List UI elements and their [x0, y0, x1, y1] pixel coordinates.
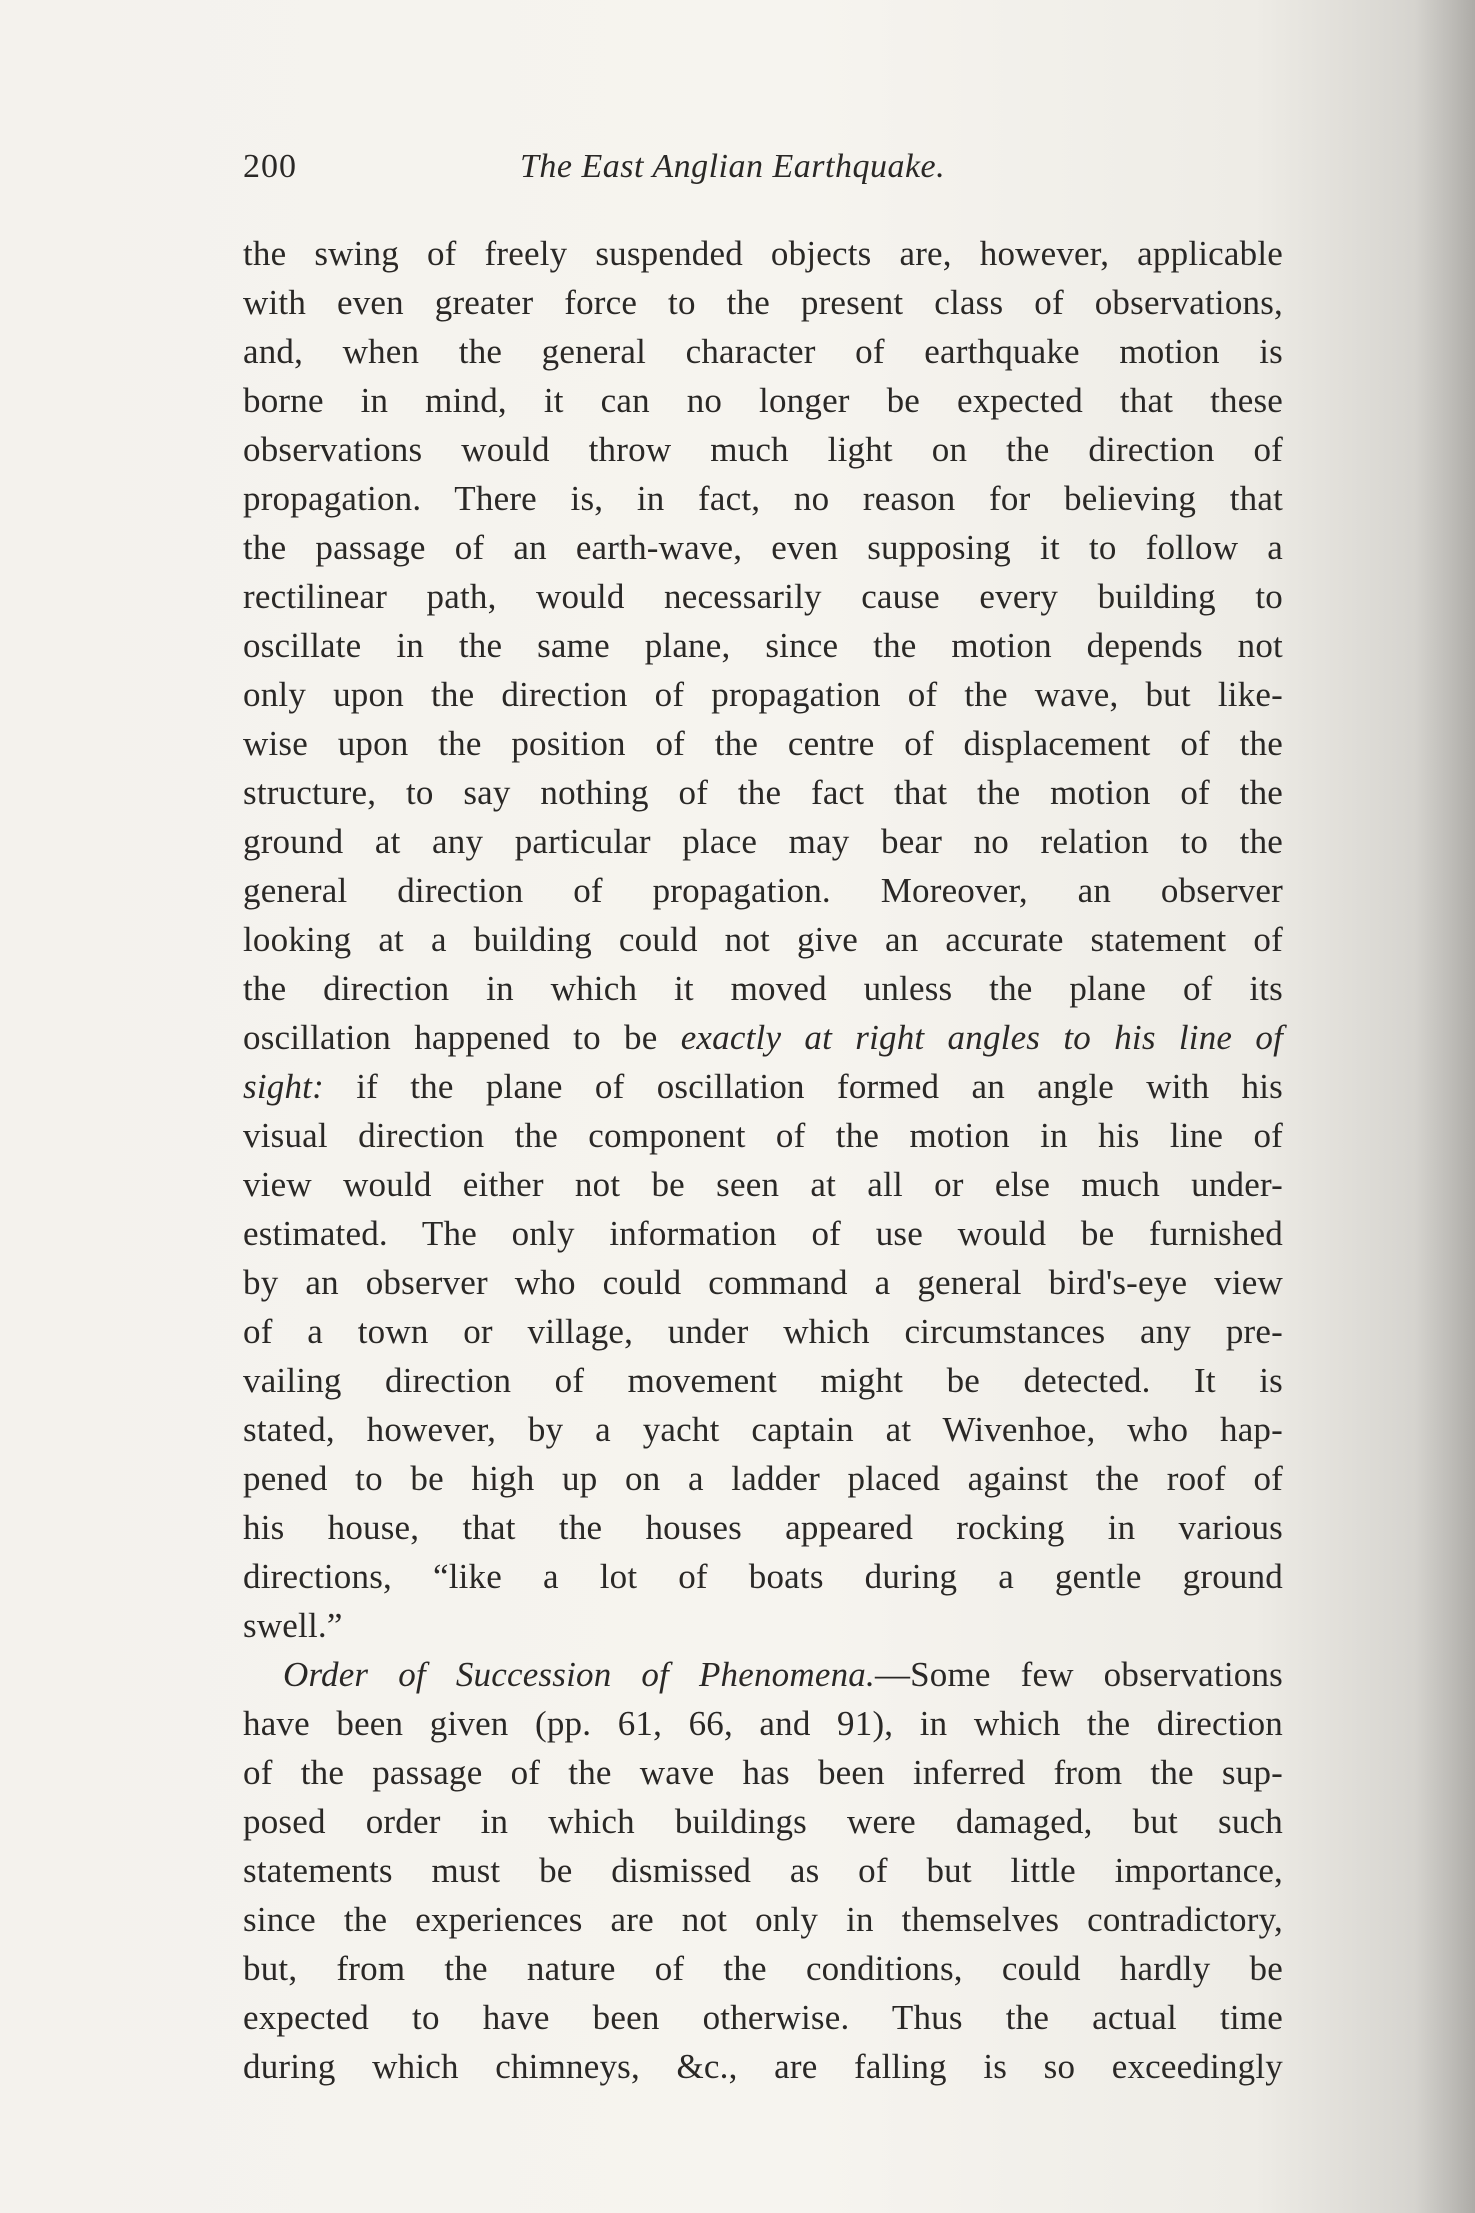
text-line: during which chimneys, &c., are falling is so exceedingly	[243, 2047, 1283, 2086]
text-line: view would either not be seen at all or else much under-	[243, 1165, 1283, 1204]
text-line: oscillate in the same plane, since the motion depends not	[243, 626, 1283, 665]
text-line: the swing of freely suspended objects are, however, applicable	[243, 234, 1283, 273]
text-line: and, when the general character of earthquake motion is	[243, 332, 1283, 371]
text-line: pened to be high up on a ladder placed against the roof of	[243, 1459, 1283, 1498]
text-line: looking at a building could not give an accurate statement of	[243, 920, 1283, 959]
text-line: borne in mind, it can no longer be expected that these	[243, 381, 1283, 420]
text-run: —Some few observations	[874, 1655, 1283, 1694]
text-line: posed order in which buildings were damaged, but such	[243, 1802, 1283, 1841]
text-line: swell.”	[243, 1606, 343, 1645]
text-line: by an observer who could command a general bird's-eye view	[243, 1263, 1283, 1302]
running-title: The East Anglian Earthquake.	[520, 148, 946, 185]
italic-emphasis: exactly at right angles to his line of	[680, 1018, 1284, 1057]
text-line: only upon the direction of propagation of the wave, but like-	[243, 675, 1283, 714]
text-line: propagation. There is, in fact, no reason for believing that	[243, 479, 1283, 518]
text-line: structure, to say nothing of the fact that the motion of the	[243, 773, 1283, 812]
text-line	[243, 1013, 1283, 1062]
text-line: have been given (pp. 61, 66, and 91), in which the direction	[243, 1704, 1283, 1743]
text-line: ground at any particular place may bear no relation to the	[243, 822, 1283, 861]
text-line: the direction in which it moved unless the plane of its	[243, 969, 1283, 1008]
section-heading: Order of Succession of Phenomena.	[283, 1655, 875, 1694]
text-line: visual direction the component of the motion in his line of	[243, 1116, 1283, 1155]
text-line: the passage of an earth-wave, even supposing it to follow a	[243, 528, 1283, 567]
page-header	[243, 148, 1283, 198]
section-heading-line	[243, 1650, 1283, 1699]
text-line: with even greater force to the present class of observations,	[243, 283, 1283, 322]
text-run: oscillation happened to be	[243, 1018, 681, 1057]
page-number: 200	[243, 148, 297, 185]
text-line: vailing direction of movement might be detected. It is	[243, 1361, 1283, 1400]
text-line: statements must be dismissed as of but little importance,	[243, 1851, 1283, 1890]
text-line: general direction of propagation. Moreover, an observer	[243, 871, 1283, 910]
text-line: observations would throw much light on the direction of	[243, 430, 1283, 469]
text-line: directions, “like a lot of boats during a gentle ground	[243, 1557, 1283, 1596]
text-line	[243, 1062, 1283, 1111]
text-line: wise upon the position of the centre of displacement of the	[243, 724, 1283, 763]
text-line: of a town or village, under which circumstances any pre-	[243, 1312, 1283, 1351]
italic-emphasis: sight:	[243, 1067, 324, 1106]
text-line: expected to have been otherwise. Thus the actual time	[243, 1998, 1283, 2037]
text-line: his house, that the houses appeared rocking in various	[243, 1508, 1283, 1547]
text-line: since the experiences are not only in themselves contradictory,	[243, 1900, 1283, 1939]
text-line: estimated. The only information of use would be furnished	[243, 1214, 1283, 1253]
text-run: if the plane of oscillation formed an angle with his	[323, 1067, 1283, 1106]
text-line: of the passage of the wave has been inferred from the sup-	[243, 1753, 1283, 1792]
text-line: but, from the nature of the conditions, could hardly be	[243, 1949, 1283, 1988]
body-text	[243, 229, 1283, 2091]
text-line: rectilinear path, would necessarily cause every building to	[243, 577, 1283, 616]
text-line: stated, however, by a yacht captain at Wivenhoe, who hap-	[243, 1410, 1283, 1449]
spine-shadow	[1415, 0, 1475, 2213]
